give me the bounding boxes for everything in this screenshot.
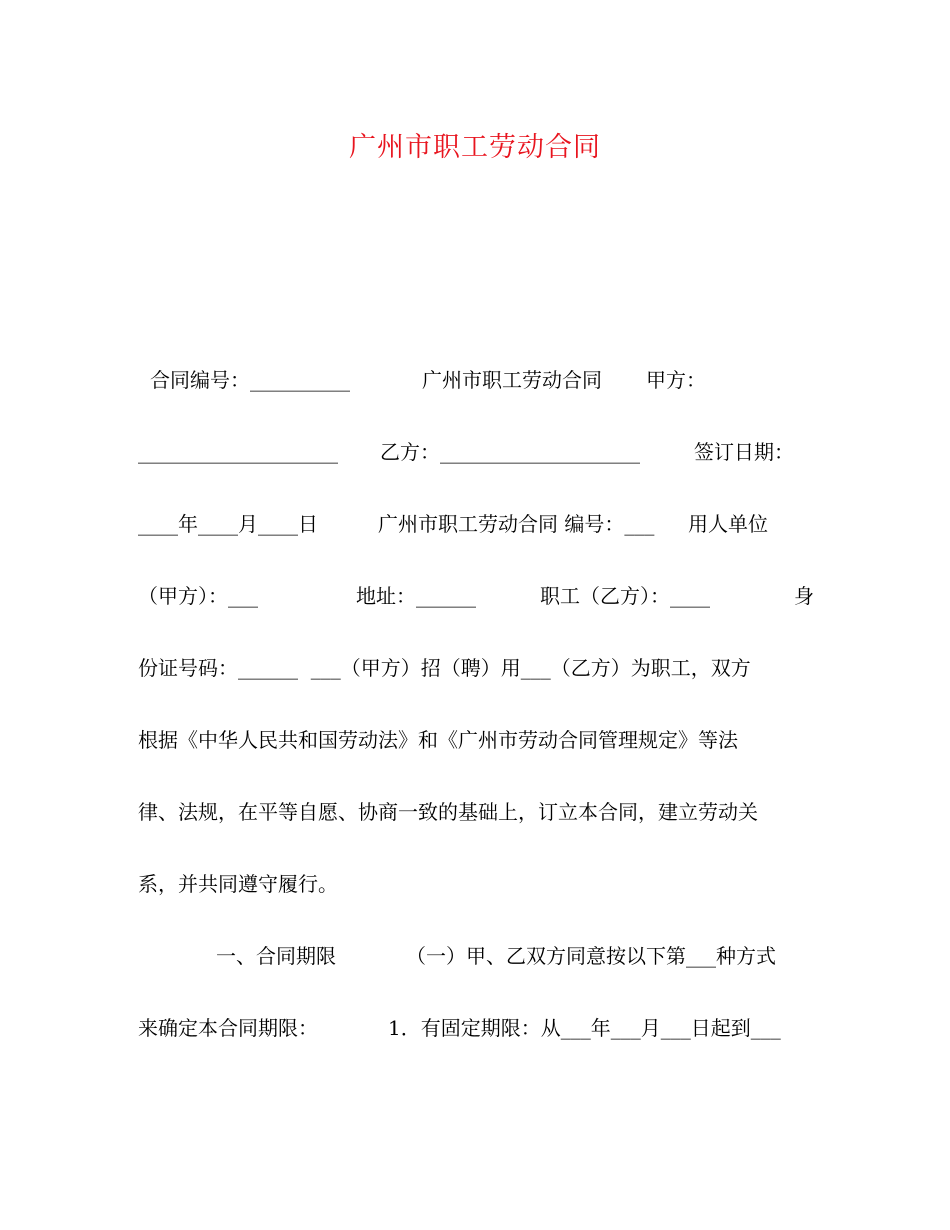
text-line-5 <box>138 648 818 688</box>
text-line-3 <box>138 504 818 544</box>
contract-number-field: 合同编号：__________ <box>150 368 350 392</box>
text-line-4 <box>138 576 818 616</box>
text-line-8 <box>138 864 818 904</box>
address-field: 地址：______ <box>356 584 476 608</box>
party-a-label: 甲方： <box>646 368 706 392</box>
signing-date-blanks: ____年____月____日 <box>138 512 318 536</box>
compliance-clause: 系，并共同遵守履行。 <box>138 872 338 896</box>
text-line-10 <box>138 1008 818 1048</box>
text-line-9 <box>138 936 818 976</box>
fixed-term-clause: 1．有固定期限：从___年___月___日起到___ <box>388 1016 781 1040</box>
employer-label: 用人单位 <box>688 512 768 536</box>
party-a-paren-field: （甲方）：___ <box>138 584 258 608</box>
term-method-clause: （一）甲、乙双方同意按以下第___种方式 <box>406 944 776 968</box>
contract-title-number: 广州市职工劳动合同 编号：___ <box>378 512 655 536</box>
inline-contract-title: 广州市职工劳动合同 <box>422 368 602 392</box>
text-line-2 <box>138 432 818 472</box>
principles-clause: 律、法规，在平等自愿、协商一致的基础上，订立本合同，建立劳动关 <box>138 800 758 824</box>
party-a-blank: ____________________ <box>138 440 338 464</box>
text-line-6 <box>138 720 818 760</box>
employee-field: 职工（乙方）：____ <box>540 584 710 608</box>
section-heading-term: 一、合同期限 <box>216 944 336 968</box>
document-title: 广州市职工劳动合同 <box>349 132 601 163</box>
id-label-start: 身 <box>794 584 814 608</box>
legal-basis-clause: 根据《中华人民共和国劳动法》和《广州市劳动合同管理规定》等法 <box>138 728 738 752</box>
term-determination-clause: 来确定本合同期限： <box>138 1016 318 1040</box>
text-line-7 <box>138 792 818 832</box>
id-number-clause: 份证号码：______ ___（甲方）招（聘）用___（乙方）为职工，双方 <box>138 656 751 680</box>
text-line-1 <box>138 360 818 400</box>
party-b-field: 乙方：____________________ <box>380 440 640 464</box>
signing-date-label: 签订日期： <box>694 440 794 464</box>
